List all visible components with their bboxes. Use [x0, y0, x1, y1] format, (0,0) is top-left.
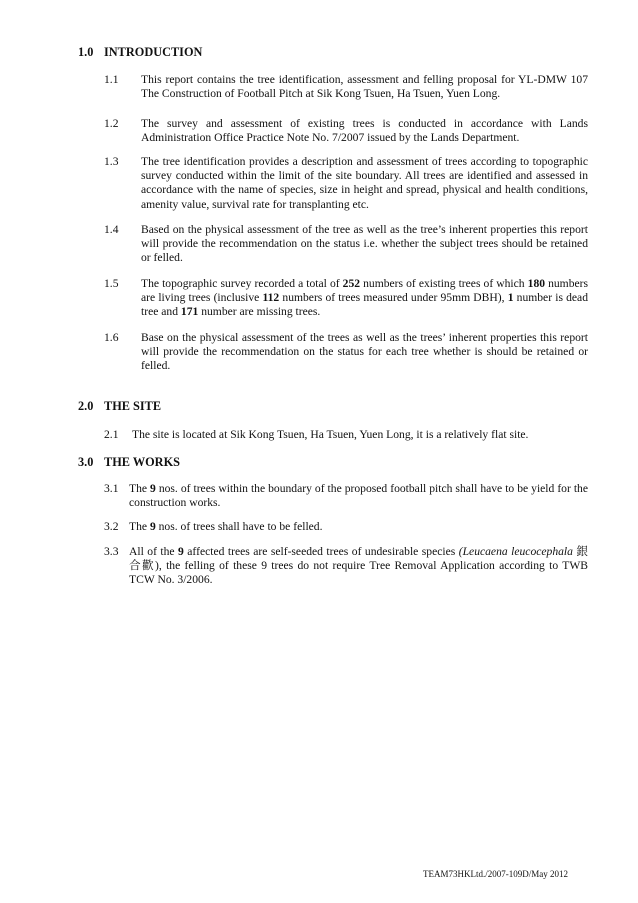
paragraph-number: 3.2 [104, 520, 119, 533]
paragraph-text [141, 277, 588, 320]
section-number: 2.0 [78, 399, 94, 413]
paragraph-text: Base on the physical assessment of the trees as well as the trees’ inherent properties this report will provide the recommendation on the status for each tree whether is should be retained or felled. [141, 331, 588, 373]
paragraph-number: 1.3 [104, 155, 119, 168]
section-title: THE SITE [104, 399, 162, 413]
paragraph-1-5 [104, 277, 588, 320]
text-run: number are missing trees. [198, 305, 321, 319]
section-title: INTRODUCTION [104, 45, 203, 59]
paragraph-text [129, 545, 588, 588]
paragraph-number: 1.6 [104, 331, 119, 344]
paragraph-3-3 [104, 545, 588, 588]
text-run: The [129, 482, 151, 495]
text-run: The [129, 520, 150, 533]
paragraph-2-1 [104, 428, 588, 442]
paragraph-number: 1.5 [104, 277, 119, 290]
section-heading-the-site [78, 399, 161, 414]
section-heading-the-works [78, 455, 180, 470]
text-run: 銀合歡), the felling of these 9 trees do not require Tree Removal Application according to TWB TCW No. 3/2006. [129, 545, 588, 587]
text-run: numbers of existing trees of which [360, 277, 528, 290]
tree-total-count: 252 [342, 277, 361, 290]
paragraph-text [129, 482, 588, 510]
tree-count: 9 [178, 545, 184, 558]
text-run: nos. of trees shall have to be felled. [155, 520, 323, 533]
text-run: numbers are living trees (inclusive [141, 277, 589, 305]
paragraph-1-2 [104, 117, 588, 145]
text-run: nos. of trees within the boundary of the proposed football pitch shall have to be yield for the construction works. [129, 482, 588, 510]
paragraph-text: Based on the physical assessment of the tree as well as the tree’s inherent properties this report will provide the recommendation on the status i.e. whether the subject trees should be retained or felled. [141, 223, 588, 265]
paragraph-text: The site is located at Sik Kong Tsuen, Ha Tsuen, Yuen Long, it is a relatively flat site. [132, 428, 529, 441]
section-number: 1.0 [78, 45, 94, 59]
text-run: numbers of trees measured under 95mm DBH), [279, 291, 508, 305]
text-run: All of the [129, 545, 179, 558]
paragraph-1-1 [104, 73, 588, 101]
tree-count: 9 [150, 482, 156, 495]
paragraph-number: 3.1 [104, 482, 119, 495]
text-run: number is dead tree and [141, 291, 589, 319]
missing-tree-count: 171 [180, 305, 199, 319]
section-number: 3.0 [78, 455, 94, 469]
paragraph-3-1 [104, 482, 588, 510]
paragraph-text [129, 520, 588, 534]
species-name: (Leucaena leucocephala [458, 545, 573, 558]
paragraph-number: 1.4 [104, 223, 119, 236]
paragraph-text: The survey and assessment of existing trees is conducted in accordance with Lands Administration Office Practice Note No. 7/2007 issued by the Lands Department. [141, 117, 588, 145]
living-tree-count: 180 [527, 277, 546, 290]
paragraph-1-4 [104, 223, 588, 266]
paragraph-3-2 [104, 520, 588, 534]
paragraph-1-6 [104, 331, 588, 374]
text-run: The topographic survey recorded a total of [141, 277, 343, 290]
tree-count: 9 [149, 520, 156, 533]
paragraph-number: 1.1 [104, 73, 119, 86]
section-title: THE WORKS [104, 455, 180, 469]
paragraph-number: 3.3 [104, 545, 119, 558]
paragraph-number: 1.2 [104, 117, 119, 130]
paragraph-number: 2.1 [104, 428, 119, 441]
small-tree-count: 112 [262, 291, 280, 305]
dead-tree-count: 1 [507, 291, 514, 305]
paragraph-text: This report contains the tree identification, assessment and felling proposal for YL-DMW 107 The Construction of Football Pitch at Sik Kong Tsuen, Ha Tsuen, Yuen Long. [141, 73, 588, 101]
paragraph-1-3 [104, 155, 588, 212]
section-heading-introduction [78, 45, 202, 60]
paragraph-text: The tree identification provides a description and assessment of trees according to topographic survey conducted within the limit of the site boundary. All trees are identified and assessed in accordance with the name of species, size in height and spread, physical and health conditions, amenity value, survival rate for transplanting etc. [141, 155, 588, 211]
footer-reference: TEAM73HKLtd./2007-109D/May 2012 [423, 869, 568, 879]
text-run: affected trees are self-seeded trees of undesirable species [183, 545, 459, 558]
